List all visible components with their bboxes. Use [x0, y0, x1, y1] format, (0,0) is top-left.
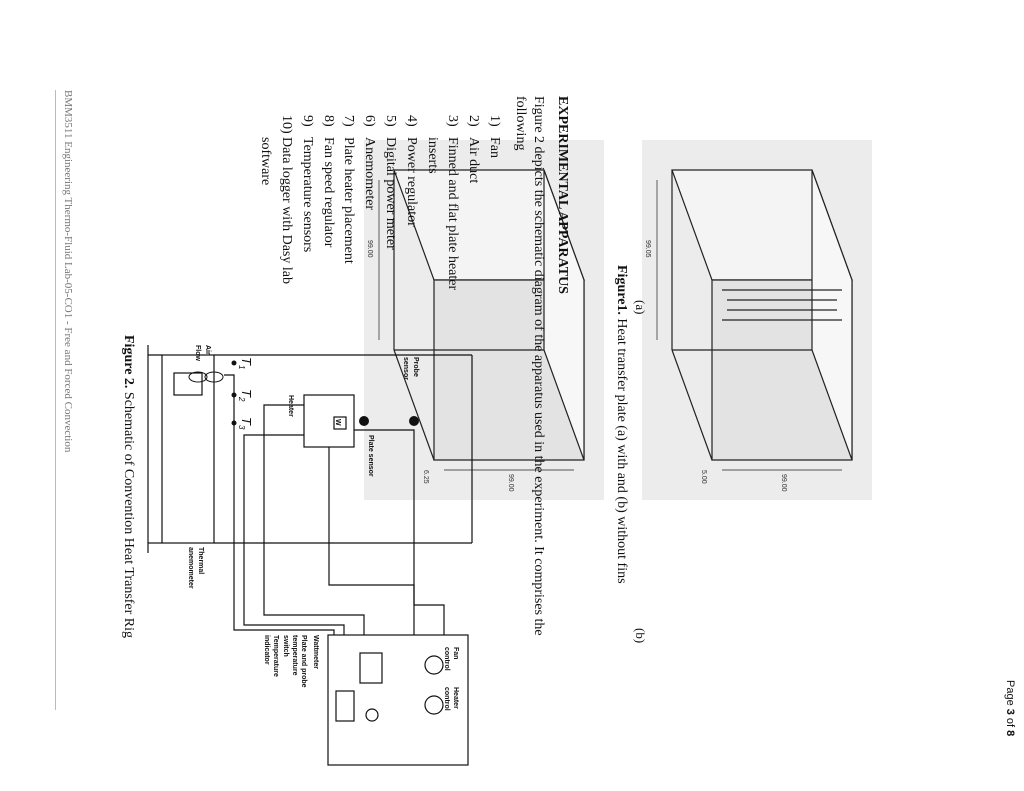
dim-a-3: 5.00 [700, 470, 707, 484]
t1-sensor-dot [232, 361, 237, 366]
probe-sensor-dot [409, 416, 419, 426]
label-heater-control-1: Heater [452, 687, 459, 709]
label-air-1: Air [204, 345, 211, 355]
label-temp-ind-2: indicator [263, 635, 270, 665]
temperature-indicator [336, 691, 354, 721]
dim-b-2: 99.00 [507, 474, 514, 492]
t2-sensor-dot [232, 393, 237, 398]
label-switch-1: Plate and probe [300, 635, 307, 688]
figure2-caption [120, 335, 136, 638]
label-probe-1: Probe [412, 357, 419, 377]
page-current: 3 [1004, 708, 1016, 715]
section-heading: EXPERIMENTAL APPARATUS [555, 96, 570, 294]
schematic-diagram [144, 335, 474, 775]
heater-control-knob [425, 696, 443, 714]
intro-line-2: following [513, 96, 528, 151]
label-t2: $T_2$ [237, 389, 254, 402]
page-of: of [1004, 714, 1016, 731]
list-item: 6)Anemometer [362, 115, 378, 211]
page-prefix: Page [1004, 680, 1016, 709]
page-total: 8 [1004, 730, 1016, 737]
footer-rule [55, 90, 56, 710]
page-number [1004, 680, 1016, 736]
list-item: 9)Temperature sensors [299, 115, 315, 253]
label-fan-control-1: Fan [452, 647, 459, 660]
label-temp-ind-1: Temperature [272, 635, 279, 677]
figure1-label-b: (b) [633, 628, 648, 644]
figure1-caption-text: Heat transfer plate (a) with and (b) without fins [614, 314, 629, 584]
anemometer-display [174, 373, 202, 395]
wattmeter-display [360, 653, 382, 683]
label-switch-2: temperature [291, 635, 298, 676]
label-t1: $T_1$ [237, 357, 254, 370]
list-item: 3)Finned and flat plate heater [445, 115, 461, 291]
label-plate-sensor: Plate sensor [367, 435, 374, 477]
list-item: 1)Fan [487, 115, 502, 158]
figure1-image-a [642, 140, 872, 500]
figure1-label-a: (a) [633, 300, 648, 315]
label-thermal-2: anemometer [187, 547, 194, 589]
heater-symbol: W [334, 419, 341, 426]
label-air-2: Flow [194, 345, 201, 361]
list-item: software [258, 137, 274, 186]
list-item: 8)Fan speed regulator [320, 115, 336, 248]
label-fan-control-2: control [443, 647, 450, 671]
t3-sensor-dot [232, 421, 237, 426]
figure2-caption-bold: Figure 2. [121, 335, 136, 389]
fan-control-knob [425, 656, 443, 674]
label-heater: Heater [287, 395, 294, 417]
figure2-caption-text: Schematic of Convention Heat Transfer Rig [121, 388, 136, 639]
label-t3: $T_3$ [237, 417, 254, 430]
label-wattmeter: Wattmeter [312, 635, 319, 669]
dim-b-1: 99.00 [366, 240, 373, 258]
list-item: 5)Digital power meter [383, 115, 399, 250]
label-heater-control-2: control [443, 687, 450, 711]
switch-knob [366, 709, 378, 721]
list-item: inserts [424, 137, 440, 174]
page-footer: BMM3511 Engineering Thermo-Fluid Lab-05-CO1 - Free and Forced Convection [62, 90, 74, 453]
apparatus-list [254, 115, 504, 290]
dim-b-3: 6.25 [422, 470, 429, 484]
plate-sensor-dot [359, 416, 369, 426]
figure1-caption [613, 265, 629, 584]
figure1-caption-bold: Figure1. [614, 265, 629, 315]
intro-line-1: Figure 2 depicts the schematic diagram of the apparatus used in the experiment. It comprises the [531, 96, 546, 636]
dim-a-2: 99.00 [780, 474, 787, 492]
fan-housing [162, 355, 214, 543]
label-thermal-1: Thermal [197, 547, 204, 575]
dim-a-1: 99.05 [644, 240, 651, 258]
label-switch-3: switch [282, 635, 289, 657]
list-item: 7)Plate heater placement [341, 115, 357, 264]
list-item: 2)Air duct [466, 115, 482, 184]
label-probe-2: sensor [402, 357, 409, 380]
list-item: 10)Data logger with Dasy lab [279, 115, 295, 284]
list-item: 4)Power regulator [403, 115, 419, 227]
